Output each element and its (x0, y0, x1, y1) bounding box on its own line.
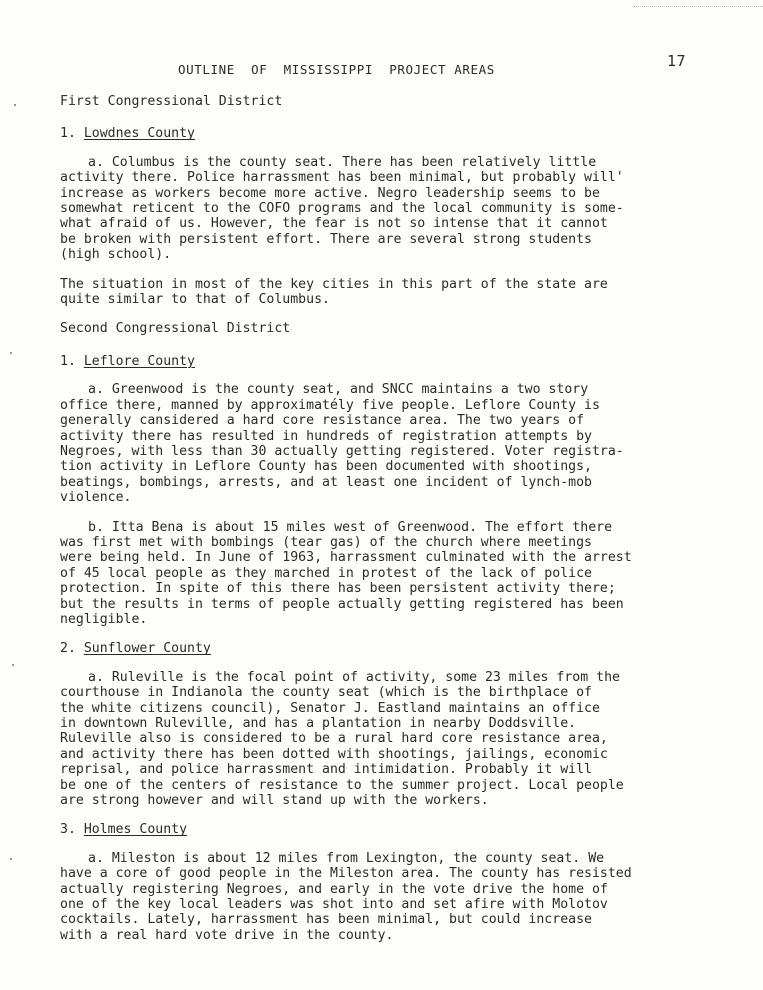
paragraph-holmes-a (60, 851, 720, 943)
county-name: Leflore County (83, 353, 195, 369)
text-line: Negroes, with less than 30 actually getting registered. Voter registra- (60, 443, 624, 459)
county-name: Lowdnes County (83, 126, 195, 142)
text-line: are strong however and will stand up with the workers. (60, 793, 489, 809)
text-line: were being held. In June of 1963, harrassment culminated with the arrest (60, 550, 632, 566)
paragraph-leflore-a (60, 382, 720, 505)
page-number: 17 (667, 52, 687, 70)
text-line: the white citizens council), Senator J. Eastland maintains an office (60, 700, 600, 716)
text-line: courthouse in Indianola the county seat (which is the birthplace of (60, 685, 592, 701)
page-title: OUTLINE OF MISSISSIPPI PROJECT AREAS (178, 62, 495, 77)
county-name: Holmes County (83, 822, 188, 838)
text-line: somewhat reticent to the COFO programs and the local community is some- (60, 201, 624, 217)
text-line: be broken with persistent effort. There are several strong students (60, 231, 592, 247)
text-line: actually registering Negroes, and early in the vote drive the home of (60, 881, 608, 897)
county-heading-lowdnes (60, 126, 720, 141)
paragraph-sunflower-a (60, 670, 720, 809)
text-line: The situation in most of the key cities in this part of the state are (60, 276, 608, 292)
paragraph-lowdnes-a (60, 155, 720, 263)
text-line: a. Greenwood is the county seat, and SNCC maintains a two story (88, 382, 589, 398)
scan-speck (14, 104, 16, 106)
text-line: with a real hard vote drive in the county. (60, 927, 394, 943)
text-line: be one of the centers of resistance to the summer project. Local people (60, 777, 624, 793)
text-line: quite similar to that of Columbus. (60, 292, 330, 308)
text-line: negligible. (60, 611, 148, 627)
county-number: 3. (60, 822, 76, 838)
text-line: violence. (60, 490, 132, 506)
text-line: beatings, bombings, arrests, and at least one incident of lynch-mob (60, 474, 592, 490)
text-line: a. Columbus is the county seat. There has been relatively little (88, 154, 597, 170)
text-line: protection. In spite of this there has been persistent activity there; (60, 581, 616, 597)
paragraph-first-district-closing (60, 277, 720, 308)
text-line: cocktails. Lately, harrassment has been minimal, but could increase (60, 912, 592, 928)
county-number: 1. (60, 126, 76, 142)
text-line: have a core of good people in the Mileston area. The county has resisted (60, 866, 632, 882)
text-line: activity there has resulted in hundreds of registration attempts by (60, 428, 592, 444)
county-heading-sunflower (60, 641, 720, 656)
county-heading-leflore (60, 354, 720, 369)
document-body (60, 94, 720, 957)
county-number: 1. (60, 353, 76, 369)
text-line: activity there. Police harrassment has been minimal, but probably will' (60, 170, 624, 186)
text-line: Ruleville also is considered to be a rural hard core resistance area, (60, 731, 608, 747)
text-line: what afraid of us. However, the fear is not so intense that it cannot (60, 216, 608, 232)
paragraph-leflore-b (60, 520, 720, 628)
text-line: a. Mileston is about 12 miles from Lexington, the county seat. We (88, 850, 605, 866)
text-line: in downtown Ruleville, and has a plantation in nearby Doddsville. (60, 716, 577, 731)
scan-speck (10, 352, 12, 354)
district-heading-second: Second Congressional District (60, 321, 291, 337)
text-line: office there, manned by approximatély five people. Leflore County is (60, 397, 600, 413)
county-number: 2. (60, 641, 76, 657)
text-line: (high school). (60, 247, 172, 263)
text-line: was first met with bombings (tear gas) of the church where meetings (60, 534, 592, 550)
text-line: of 45 local people as they marched in protest of the lack of police (60, 565, 592, 581)
text-line: and activity there has been dotted with shootings, jailings, economic (60, 746, 608, 762)
text-line: a. Ruleville is the focal point of activity, some 23 miles from the (88, 669, 620, 685)
scan-edge-mark (633, 0, 763, 7)
text-line: reprisal, and police harrassment and intimidation. Probably it will (60, 762, 592, 778)
text-line: b. Itta Bena is about 15 miles west of Greenwood. The effort there (88, 519, 613, 535)
scan-speck (10, 858, 12, 860)
text-line: generally cansidered a hard core resistance area. The two years of (60, 413, 585, 429)
district-heading-first: First Congressional District (60, 94, 283, 109)
county-heading-holmes (60, 822, 720, 837)
text-line: tion activity in Leflore County has been documented with shootings, (60, 459, 592, 475)
text-line: but the results in terms of people actually getting registered has been (60, 596, 624, 612)
county-name: Sunflower County (83, 641, 211, 657)
scan-speck (12, 664, 14, 666)
text-line: increase as workers become more active. Negro leadership seems to be (60, 185, 600, 201)
text-line: one of the key local leaders was shot into and set afire with Molotov (60, 897, 608, 913)
